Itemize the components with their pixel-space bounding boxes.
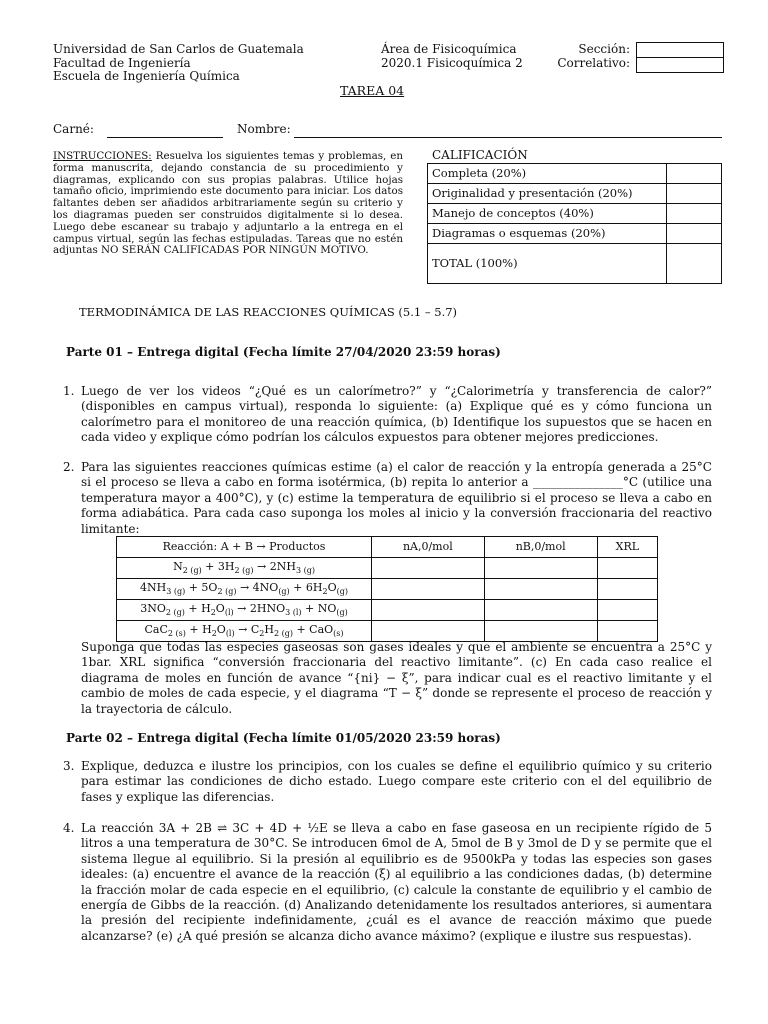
correlative-field[interactable] xyxy=(636,57,724,73)
reaction-1: $N_{2 (g)} + 3H_{2 (g)} \to 2NH_{3 (g)}$ xyxy=(117,558,372,579)
reaction-4: $CaC_{2 (s)} + H_2O_{(l)} \to C_2H_{2 (g)} + CaO_{(s)}$ xyxy=(117,621,372,642)
input-cell[interactable] xyxy=(597,600,657,621)
question-2-continuation xyxy=(81,640,712,717)
header-right-labels xyxy=(540,43,630,70)
school-name: Escuela de Ingeniería Química xyxy=(53,69,240,83)
col-reaction: Reacción: A + B → Productos xyxy=(117,537,372,558)
grading-total-cell[interactable] xyxy=(667,244,722,284)
nombre-label: Nombre: xyxy=(237,122,291,136)
input-cell[interactable] xyxy=(372,558,485,579)
question-1-text: Luego de ver los videos “¿Qué es un calorímetro?” y “¿Calorimetría y transferencia de calor?” (disponibles en campus virtual), responda lo siguiente: (a) Explique qué es y cómo funciona un calorímetro para el monitoreo de una reacción química, (b) Identifique los supuestos que se hacen en cada video y explique cómo podrían los cálculos expuestos para obtener mejores predicciones. xyxy=(81,384,712,445)
faculty-name: Facultad de Ingeniería xyxy=(53,55,191,70)
nombre-field[interactable] xyxy=(294,137,722,138)
input-cell[interactable] xyxy=(484,621,597,642)
input-cell[interactable] xyxy=(372,600,485,621)
grading-criterion: Manejo de conceptos (40%) xyxy=(428,204,667,224)
section-label: Sección: xyxy=(578,42,630,56)
grading-score-cell[interactable] xyxy=(667,184,722,204)
grading-row xyxy=(428,224,722,244)
question-1: 1. Luego de ver los videos “¿Qué es un calorímetro?” y “¿Calorimetría y transferencia de calor?” (disponibles en campus virtual), responda lo siguiente: (a) Explique qué es y cómo funciona un calorímetro para el monitoreo de una reacción química, (b) Identifique los supuestos que se hacen en cada video y explique cómo podrían los cálculos expuestos para obtener mejores predicciones. xyxy=(63,384,712,445)
table-row xyxy=(117,558,658,579)
reaction-table-header xyxy=(117,537,658,558)
topic-heading: TERMODINÁMICA DE LAS REACCIONES QUÍMICAS (5.1 – 5.7) xyxy=(79,305,458,319)
col-xrl: XRL xyxy=(597,537,657,558)
grading-total-row xyxy=(428,244,722,284)
page-title: TAREA 04 xyxy=(340,83,405,98)
input-cell[interactable] xyxy=(597,579,657,600)
question-2: 2. Para las siguientes reacciones químicas estime (a) el calor de reacción y la entropía generada a 25°C si el proceso se lleva a cabo en forma isotérmica, (b) repita lo anterior a _______________°C (utilice una temperatura mayor a 400°C), y (c) estime la temperatura de equilibrio si el proceso se lleva a cabo en forma adiabática. Para cada caso suponga los moles al inicio y la conversión fraccionaria del reactivo limitante: xyxy=(63,460,712,536)
instructions-text: Resuelva los siguientes temas y problemas, en forma manuscrita, dejando constancia de su procedimiento y diagramas, explicando con sus propias palabras. Utilice hojas tamaño oficio, imprimiendo este documento para iniciar. Los datos faltantes deben ser añadidos arbitrariamente según su criterio y los diagramas pueden ser construidos digitalmente si lo desea. Luego debe escanear su trabajo y adjuntarlo a la entrega en el campus virtual, según las fechas estipuladas. Tareas que no estén adjuntas NO SERÁN CALIFICADAS POR NINGÚN MOTIVO. xyxy=(53,150,403,257)
reaction-2: $4NH_{3 (g)} + 5O_{2 (g)} \to 4NO_{(g)} + 6H_2O_{(g)}$ xyxy=(117,579,372,600)
area-name: Área de Fisicoquímica xyxy=(381,42,517,56)
carne-label: Carné: xyxy=(53,122,94,136)
input-cell[interactable] xyxy=(597,621,657,642)
instructions xyxy=(53,151,403,257)
grading-score-cell[interactable] xyxy=(667,164,722,184)
grading-score-cell[interactable] xyxy=(667,224,722,244)
input-cell[interactable] xyxy=(372,579,485,600)
header-left xyxy=(53,43,304,84)
question-3-text: Explique, deduzca e ilustre los principios, con los cuales se define el equilibrio químico y su criterio para estimar las condiciones de dicho estado. Luego compare este criterio con el del equilibrio de fases y explique las diferencias. xyxy=(81,759,712,804)
grading-score-cell[interactable] xyxy=(667,204,722,224)
input-cell[interactable] xyxy=(484,600,597,621)
grading-row xyxy=(428,164,722,184)
grading-table xyxy=(427,163,722,284)
table-row xyxy=(117,621,658,642)
part1-heading: Parte 01 – Entrega digital (Fecha límite 27/04/2020 23:59 horas) xyxy=(66,345,501,359)
grading-row xyxy=(428,204,722,224)
input-cell[interactable] xyxy=(484,579,597,600)
input-cell[interactable] xyxy=(372,621,485,642)
header-center xyxy=(381,43,523,70)
input-cell[interactable] xyxy=(597,558,657,579)
course-name: 2020.1 Fisicoquímica 2 xyxy=(381,55,523,70)
university-name: Universidad de San Carlos de Guatemala xyxy=(53,42,304,56)
grading-criterion: Originalidad y presentación (20%) xyxy=(428,184,667,204)
question-2-text: Para las siguientes reacciones químicas estime (a) el calor de reacción y la entropía generada a 25°C si el proceso se lleva a cabo en forma isotérmica, (b) repita lo anterior a _______________°C (utilice una temperatura mayor a 400°C), y (c) estime la temperatura de equilibrio si el proceso se lleva a cabo en forma adiabática. Para cada caso suponga los moles al inicio y la conversión fraccionaria del reactivo limitante: xyxy=(81,460,712,536)
col-nb0: nB,0/mol xyxy=(484,537,597,558)
question-2-after-text: Suponga que todas las especies gaseosas son gases ideales y que el ambiente se encuentra a 25°C y 1bar. XRL significa “conversión fraccionaria del reactivo limitante”. (c) En cada caso realice el diagrama de moles en función de avance “{ni} − ξ”, para indicar cual es el reactivo limitante y el cambio de moles de cada especie, y el diagrama “T − ξ” donde se represente el proceso de reacción y la trayectoria de cálculo. xyxy=(81,640,712,716)
question-4-text: La reacción 3A + 2B ⇌ 3C + 4D + ½E se lleva a cabo en fase gaseosa en un recipiente rígido de 5 litros a una temperatura de 30°C. Se introducen 6mol de A, 5mol de B y 3mol de D y se permite que el sistema llegue al equilibrio. Si la presión al equilibrio es de 9500kPa y todas las especies son gases ideales: (a) encuentre el avance de la reacción (ξ) al equilibrio a las condiciones dadas, (b) determine la fracción molar de cada especie en el equilibrio, (c) calcule la constante de equilibrio y el cambio de energía de Gibbs de la reacción. (d) Analizando detenidamente los resultados anteriores, si aumentara la presión del recipiente indefinidamente, ¿cuál es el avance de reacción máximo que puede alcanzarse? (e) ¿A qué presión se alcanza dicho avance máximo? (explique e ilustre sus respuestas). xyxy=(81,821,712,943)
grading-title: CALIFICACIÓN xyxy=(432,148,528,162)
grading-criterion: Completa (20%) xyxy=(428,164,667,184)
col-na0: nA,0/mol xyxy=(372,537,485,558)
reaction-3: $3NO_{2 (g)} + H_2O_{(l)} \to 2HNO_{3 (l)} + NO_{(g)}$ xyxy=(117,600,372,621)
input-cell[interactable] xyxy=(484,558,597,579)
question-4: 4. La reacción 3A + 2B ⇌ 3C + 4D + ½E se lleva a cabo en fase gaseosa en un recipiente rígido de 5 litros a una temperatura de 30°C. Se introducen 6mol de A, 5mol de B y 3mol de D y se permite que el sistema llegue al equilibrio. Si la presión al equilibrio es de 9500kPa y todas las especies son gases ideales: (a) encuentre el avance de la reacción (ξ) al equilibrio a las condiciones dadas, (b) determine la fracción molar de cada especie en el equilibrio, (c) calcule la constante de equilibrio y el cambio de energía de Gibbs de la reacción. (d) Analizando detenidamente los resultados anteriores, si aumentara la presión del recipiente indefinidamente, ¿cuál es el avance de reacción máximo que puede alcanzarse? (e) ¿A qué presión se alcanza dicho avance máximo? (explique e ilustre sus respuestas). xyxy=(63,821,712,943)
reaction-table xyxy=(116,536,658,642)
grading-total-label: TOTAL (100%) xyxy=(428,244,667,284)
table-row xyxy=(117,579,658,600)
correlative-label: Correlativo: xyxy=(557,55,630,70)
table-row xyxy=(117,600,658,621)
grading-row xyxy=(428,184,722,204)
instructions-heading: INSTRUCCIONES: xyxy=(53,150,152,162)
grading-criterion: Diagramas o esquemas (20%) xyxy=(428,224,667,244)
section-field[interactable] xyxy=(636,42,724,58)
part2-heading: Parte 02 – Entrega digital (Fecha límite 01/05/2020 23:59 horas) xyxy=(66,731,501,745)
carne-field[interactable] xyxy=(107,137,223,138)
question-3: 3. Explique, deduzca e ilustre los principios, con los cuales se define el equilibrio químico y su criterio para estimar las condiciones de dicho estado. Luego compare este criterio con el del equilibrio de fases y explique las diferencias. xyxy=(63,759,712,804)
